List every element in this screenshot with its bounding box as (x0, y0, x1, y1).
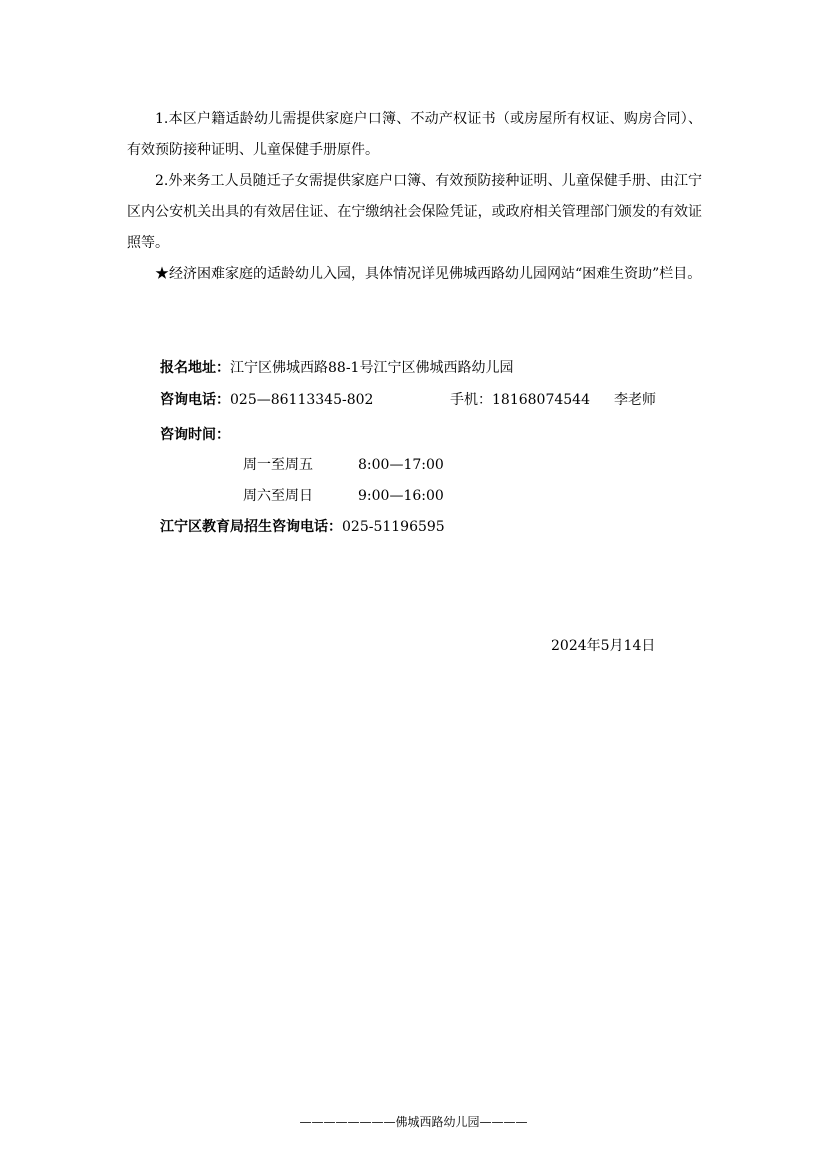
contact-person: 李老师 (613, 392, 656, 408)
hours-row (243, 486, 444, 506)
consult-phone (160, 390, 373, 410)
paragraph-migrant-workers: 2.外来务工人员随迁子女需提供家庭户口簿、有效预防接种证明、儿童保健手册、由江宁区内公安机关出具的有效居住证、在宁缴纳社会保险凭证，或政府相关管理部门颁发的有效证照等。 (127, 173, 702, 251)
hours-time: 9:00—16:00 (358, 488, 444, 504)
phone-label: 咨询电话： (160, 392, 230, 408)
page-footer: ————————佛城西路幼儿园———— (299, 1115, 528, 1129)
hours-row (243, 455, 444, 475)
phone-value: 025—86113345-802 (230, 392, 374, 408)
bureau-value: 025-51196595 (342, 519, 445, 535)
mobile-value: 18168074544 (492, 392, 590, 408)
paragraph-local-household: 1.本区户籍适龄幼儿需提供家庭户口簿、不动产权证书（或房屋所有权证、购房合同）、有效预防接种证明、儿童保健手册原件。 (127, 111, 702, 158)
education-bureau-phone (160, 517, 445, 537)
registration-address (160, 358, 513, 378)
hours-days: 周六至周日 (243, 488, 313, 504)
consult-hours-title (160, 425, 230, 445)
mobile-contact (450, 390, 656, 410)
mobile-label: 手机： (450, 392, 492, 408)
hours-time: 8:00—17:00 (358, 457, 444, 473)
address-label: 报名地址： (160, 360, 230, 376)
document-date: 2024年5月14日 (551, 638, 656, 654)
bureau-label: 江宁区教育局招生咨询电话： (160, 519, 342, 535)
address-value: 江宁区佛城西路88-1号江宁区佛城西路幼儿园 (230, 360, 514, 376)
hours-days: 周一至周五 (243, 457, 313, 473)
hours-label: 咨询时间： (160, 427, 230, 443)
paragraph-financial-aid: ★经济困难家庭的适龄幼儿入园，具体情况详见佛城西路幼儿园网站“困难生资助”栏目。 (155, 266, 702, 282)
